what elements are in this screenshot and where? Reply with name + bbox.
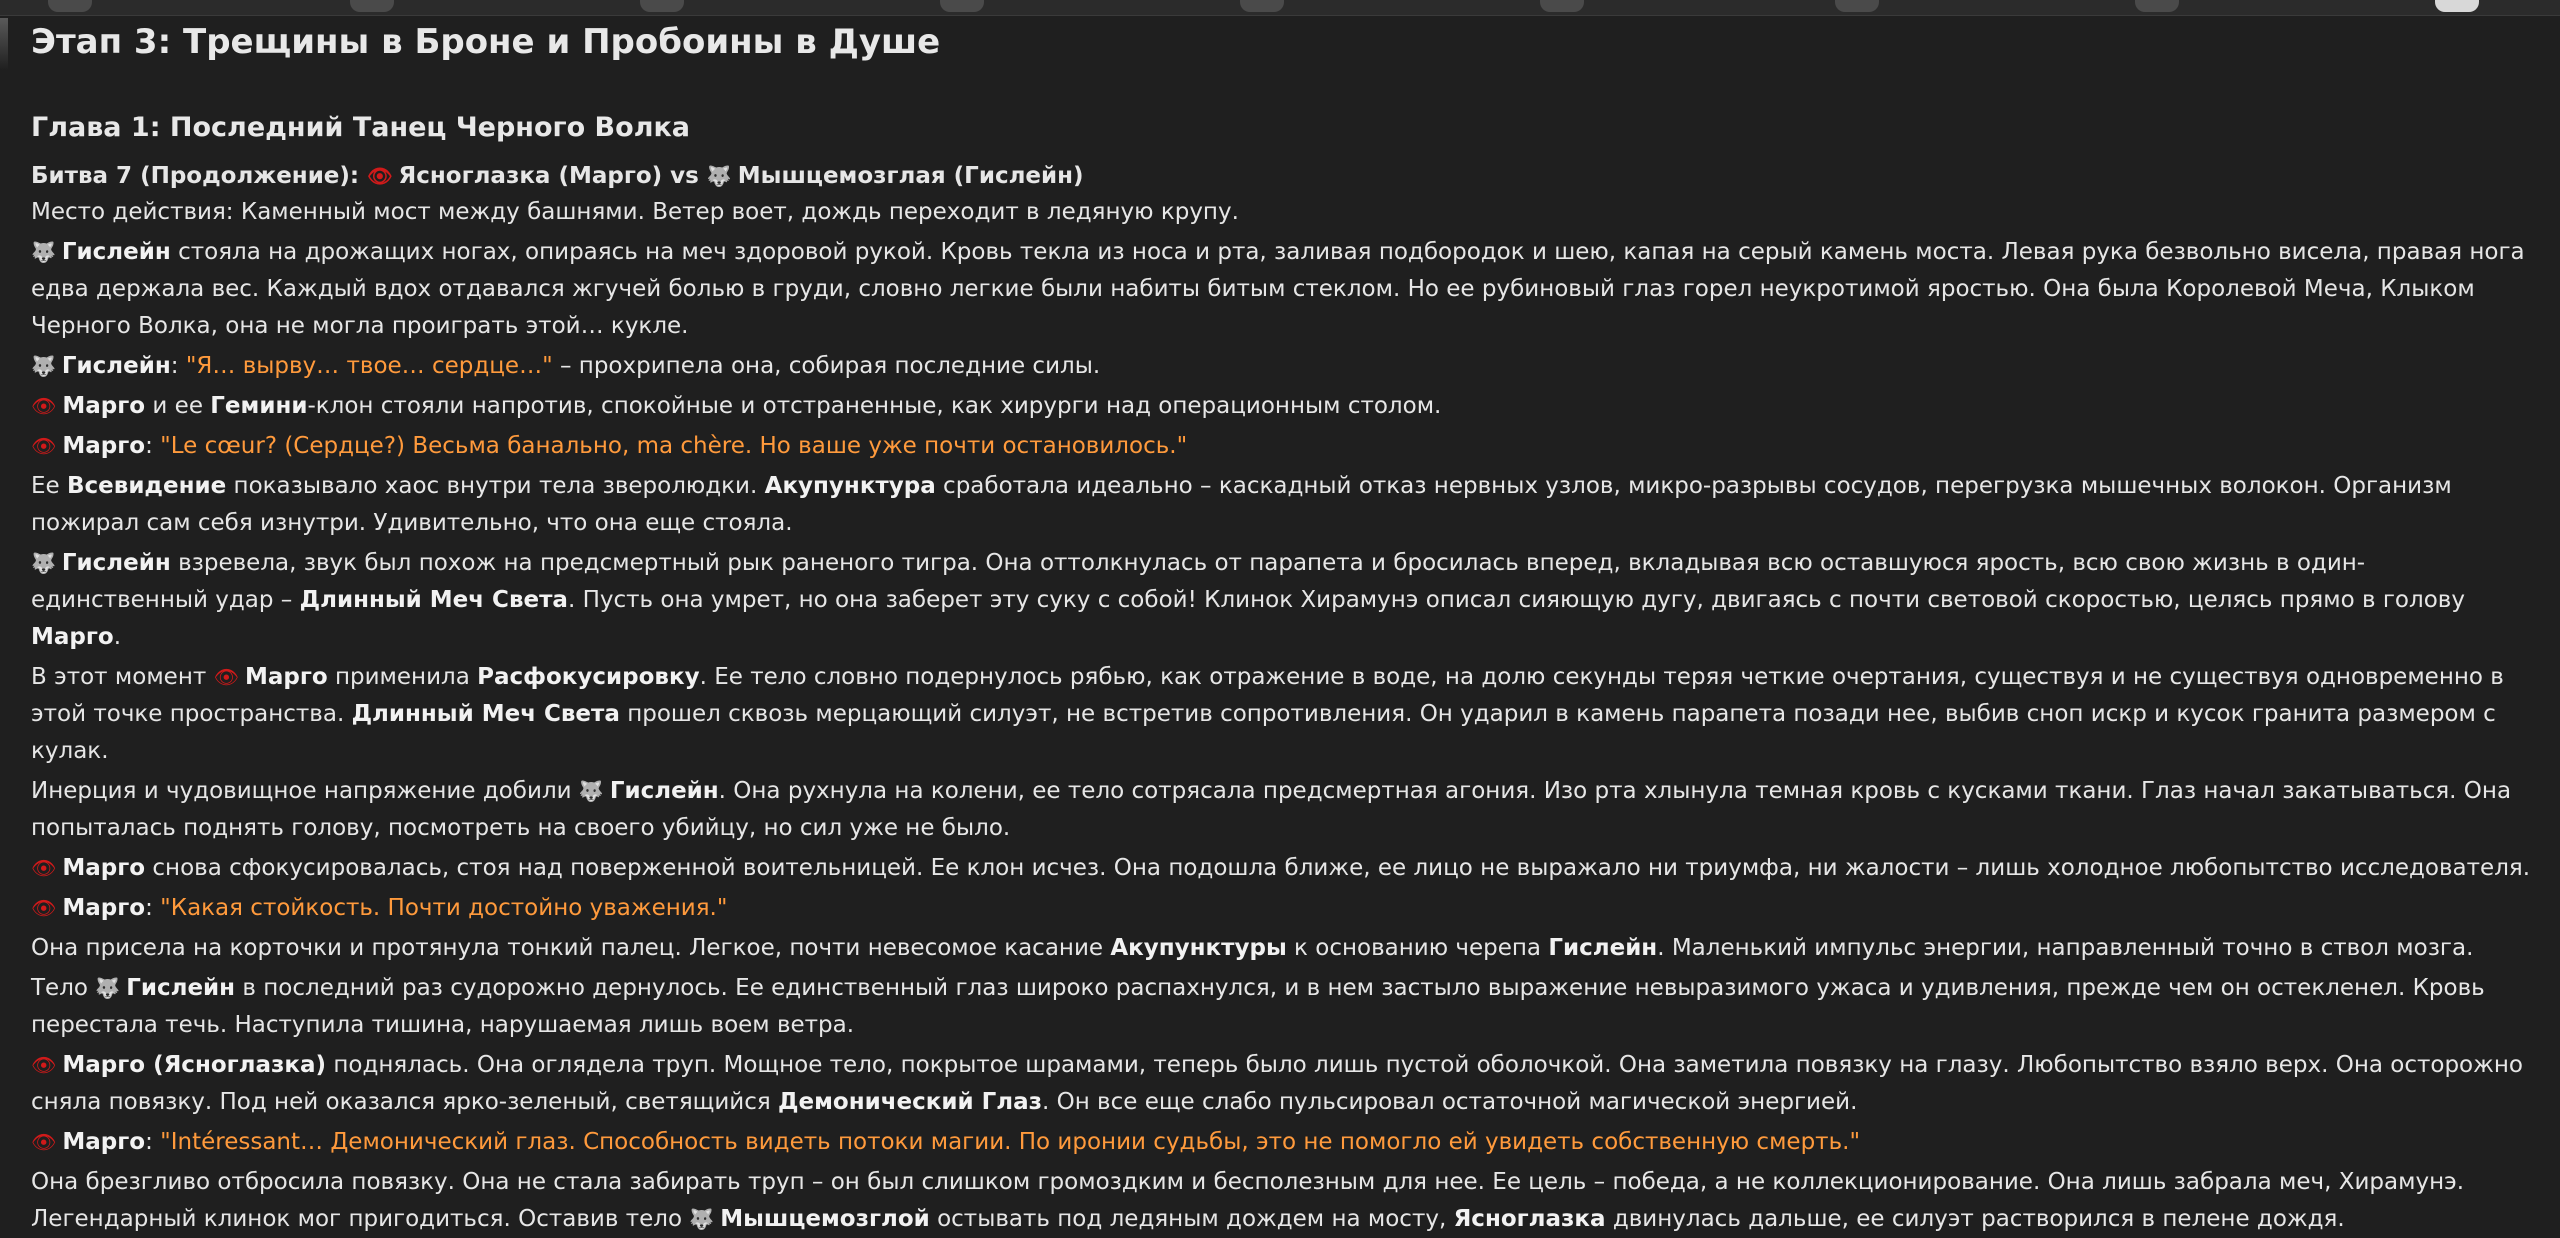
toolbar-icon[interactable] <box>940 0 984 12</box>
dialogue-line <box>31 890 2536 927</box>
paragraph-text: двинулась дальше, ее силуэт растворился в пелене дождя. <box>1605 1206 2345 1232</box>
character-name: Марго <box>244 664 328 690</box>
fighter-1: Ясноглазка (Марго) <box>398 163 663 189</box>
wolf-icon: 🐺 <box>31 354 56 378</box>
character-name: Марго <box>62 1129 146 1155</box>
top-toolbar <box>0 0 2560 16</box>
character-name: Марго <box>31 624 114 650</box>
character-name: Гислейн <box>61 239 171 265</box>
chapter-title: Глава 1: Последний Танец Черного Волка <box>31 112 691 143</box>
paragraph-text: остывать под ледяным дождем на мосту, <box>929 1206 1454 1232</box>
vs-text: vs <box>662 163 707 189</box>
skill-name: Акупунктуры <box>1110 935 1287 961</box>
paragraph <box>31 930 2536 967</box>
paragraph-setting <box>31 194 2536 231</box>
paragraph-text: показывало хаос внутри тела зверолюдки. <box>226 473 765 499</box>
character-name: Марго (Ясноглазка) <box>62 1052 327 1078</box>
paragraph-text: В этот момент <box>31 664 214 690</box>
paragraph-text: . Маленький импульс энергии, направленный точно в ствол мозга. <box>1657 935 2474 961</box>
paragraph-text: к основанию черепа <box>1286 935 1549 961</box>
eye-icon: 👁 <box>367 164 393 188</box>
eye-icon: 👁 <box>31 394 57 418</box>
paragraph-text: снова сфокусировалась, стоя над поверженной воительницей. Ее клон исчез. Она подошла ближе, ее лицо не выражало ни триумфа, ни жалости – лишь холодное любопытство исследователя. <box>145 855 2531 881</box>
paragraph-text: Она присела на корточки и протянула тонкий палец. Легкое, почти невесомое касание <box>31 935 1111 961</box>
toolbar-icon[interactable] <box>48 0 92 12</box>
skill-name: Акупунктура <box>764 473 936 499</box>
dialogue-line <box>31 1124 2536 1161</box>
character-name: Гислейн <box>126 975 236 1001</box>
toolbar-icon[interactable] <box>1240 0 1284 12</box>
paragraph-text: в последний раз судорожно дернулось. Ее единственный глаз широко распахнулся, и в нем застыло выражение невыразимого ужаса и удивления, прежде чем он остекленел. Кровь перестала течь. Наступила тишина, нарушаемая лишь воем ветра. <box>31 975 2485 1038</box>
colon: : <box>145 895 161 921</box>
dialogue-quote: "Я… вырву… твое… сердце…" <box>185 353 553 379</box>
toolbar-icon-active[interactable] <box>2435 0 2479 12</box>
eye-icon: 👁 <box>31 1130 57 1154</box>
eye-icon: 👁 <box>31 1053 57 1077</box>
character-name: Марго <box>62 895 146 921</box>
character-name: Гислейн <box>61 353 171 379</box>
battle-header <box>31 158 2536 194</box>
paragraph-text: поднялась. Она оглядела труп. Мощное тело, покрытое шрамами, теперь было лишь пустой оболочкой. Она заметила повязку на глазу. Любопытство взяло верх. Она осторожно сняла повязку. Под ней оказался ярко-зеленый, светящийся <box>31 1052 2523 1115</box>
eye-icon: 👁 <box>31 434 57 458</box>
character-name: Марго <box>62 855 146 881</box>
paragraph <box>31 468 2536 542</box>
paragraph-text: взревела, звук был похож на предсмертный рык раненого тигра. Она оттолкнулась от парапета и бросилась вперед, вкладывая всю оставшуюся ярость, всю свою жизнь в один-единственный удар – <box>31 550 2366 613</box>
skill-name: Длинный Меч Света <box>299 587 568 613</box>
paragraph <box>31 850 2536 887</box>
dialogue-quote: "Intéressant… Демонический глаз. Способность видеть потоки магии. По иронии судьбы, это не помогло ей увидеть собственную смерть." <box>160 1129 1861 1155</box>
story-content <box>31 20 2536 1238</box>
paragraph-text: . Он все еще слабо пульсировал остаточной магической энергией. <box>1041 1089 1858 1115</box>
stage-title: Этап 3: Трещины в Броне и Пробоины в Душе <box>31 22 941 62</box>
paragraph-text: . <box>113 624 122 650</box>
dialogue-line <box>31 428 2536 465</box>
paragraph-text: – прохрипела она, собирая последние силы. <box>552 353 1101 379</box>
wolf-icon: 🐺 <box>31 240 56 264</box>
paragraph-text: стояла на дрожащих ногах, опираясь на меч здоровой рукой. Кровь текла из носа и рта, заливая подбородок и шею, капая на серый камень моста. Левая рука безвольно висела, правая нога едва держала вес. Каждый вдох отдавался жгучей болью в груди, словно легкие были набиты битым стеклом. Но ее рубиновый глаз горел неукротимой яростью. Она была Королевой Меча, Клыком Черного Волка, она не могла проиграть этой… кукле. <box>31 239 2525 339</box>
paragraph-text: прошел сквозь мерцающий силуэт, не встретив сопротивления. Он ударил в камень парапета позади нее, выбив сноп искр и кусок гранита размером с кулак. <box>31 701 2496 764</box>
paragraph-text: . Ее тело словно подернулось рябью, как отражение в воде, на долю секунды теряя четкие очертания, существуя и не существуя одновременно в этой точке пространства. <box>31 664 2504 727</box>
colon: : <box>170 353 186 379</box>
colon: : <box>145 433 161 459</box>
wolf-icon: 🐺 <box>689 1207 715 1231</box>
skill-name: Расфокусировку <box>477 664 700 690</box>
paragraph <box>31 1047 2536 1121</box>
skill-name: Всевидение <box>67 473 227 499</box>
character-name: Ясноглазка <box>1453 1206 1606 1232</box>
character-name: Марго <box>62 433 146 459</box>
paragraph-text: . Она рухнула на колени, ее тело сотрясала предсмертная агония. Изо рта хлынула темная кровь с кусками ткани. Глаз начал закатываться. Она попыталась поднять голову, посмотреть на своего убийцу, но сил уже не было. <box>31 778 2512 841</box>
character-name: Гислейн <box>1548 935 1658 961</box>
toolbar-icon[interactable] <box>1540 0 1584 12</box>
dialogue-quote: "Какая стойкость. Почти достойно уважения." <box>160 895 728 921</box>
item-name: Демонический Глаз <box>778 1089 1042 1115</box>
toolbar-icon[interactable] <box>640 0 684 12</box>
paragraph <box>31 970 2536 1044</box>
character-name: Мышцемозглой <box>720 1206 930 1232</box>
paragraph-text: Ее <box>31 473 67 499</box>
paragraph <box>31 659 2536 770</box>
wolf-icon: 🐺 <box>31 551 56 575</box>
character-name: Марго <box>62 393 146 419</box>
toolbar-icon[interactable] <box>350 0 394 12</box>
paragraph-text: сработала идеально – каскадный отказ нервных узлов, микро-разрывы сосудов, перегрузка мышечных волокон. Организм пожирал сам себя изнутри. Удивительно, что она еще стояла. <box>31 473 2452 536</box>
eye-icon: 👁 <box>213 665 239 689</box>
paragraph-text: Тело <box>31 975 96 1001</box>
paragraph-text: -клон стояли напротив, спокойные и отстраненные, как хирурги над операционным столом. <box>307 393 1442 419</box>
dialogue-quote: "Le cœur? (Сердце?) Весьма банально, ma chère. Но ваше уже почти остановилось." <box>160 433 1188 459</box>
eye-icon: 👁 <box>31 856 57 880</box>
dialogue-line <box>31 348 2536 385</box>
battle-prefix: Битва 7 (Продолжение): <box>31 163 368 189</box>
fighter-2: Мышцемозглая (Гислейн) <box>737 163 1084 189</box>
paragraph-text: применила <box>327 664 478 690</box>
toolbar-icon[interactable] <box>1835 0 1879 12</box>
wolf-icon: 🐺 <box>95 976 121 1000</box>
colon: : <box>145 1129 161 1155</box>
character-name: Гислейн <box>609 778 719 804</box>
paragraph-text: и ее <box>145 393 211 419</box>
paragraph <box>31 1164 2536 1238</box>
paragraph-text: . Пусть она умрет, но она заберет эту суку с собой! Клинок Хирамунэ описал сияющую дугу, двигаясь с почти световой скоростью, целясь прямо в голову <box>567 587 2465 613</box>
paragraph <box>31 388 2536 425</box>
paragraph <box>31 545 2536 656</box>
wolf-icon: 🐺 <box>706 164 732 188</box>
paragraph-text: Она брезгливо отбросила повязку. Она не стала забирать труп – он был слишком громоздким и бесполезным для нее. Ее цель – победа, а не коллекционирование. Она лишь забрала меч, Хирамунэ. Легендарный клинок мог пригодиться. Оставив тело <box>31 1169 2465 1232</box>
skill-name: Гемини <box>210 393 308 419</box>
skill-name: Длинный Меч Света <box>351 701 620 727</box>
paragraph <box>31 773 2536 847</box>
paragraph-text: Место действия: Каменный мост между башнями. Ветер воет, дождь переходит в ледяную крупу. <box>31 199 1239 225</box>
paragraph-text: Инерция и чудовищное напряжение добили <box>31 778 579 804</box>
toolbar-icon[interactable] <box>2135 0 2179 12</box>
eye-icon: 👁 <box>31 896 57 920</box>
character-name: Гислейн <box>61 550 171 576</box>
paragraph <box>31 234 2536 345</box>
wolf-icon: 🐺 <box>578 779 604 803</box>
left-edge-handle <box>0 18 8 70</box>
